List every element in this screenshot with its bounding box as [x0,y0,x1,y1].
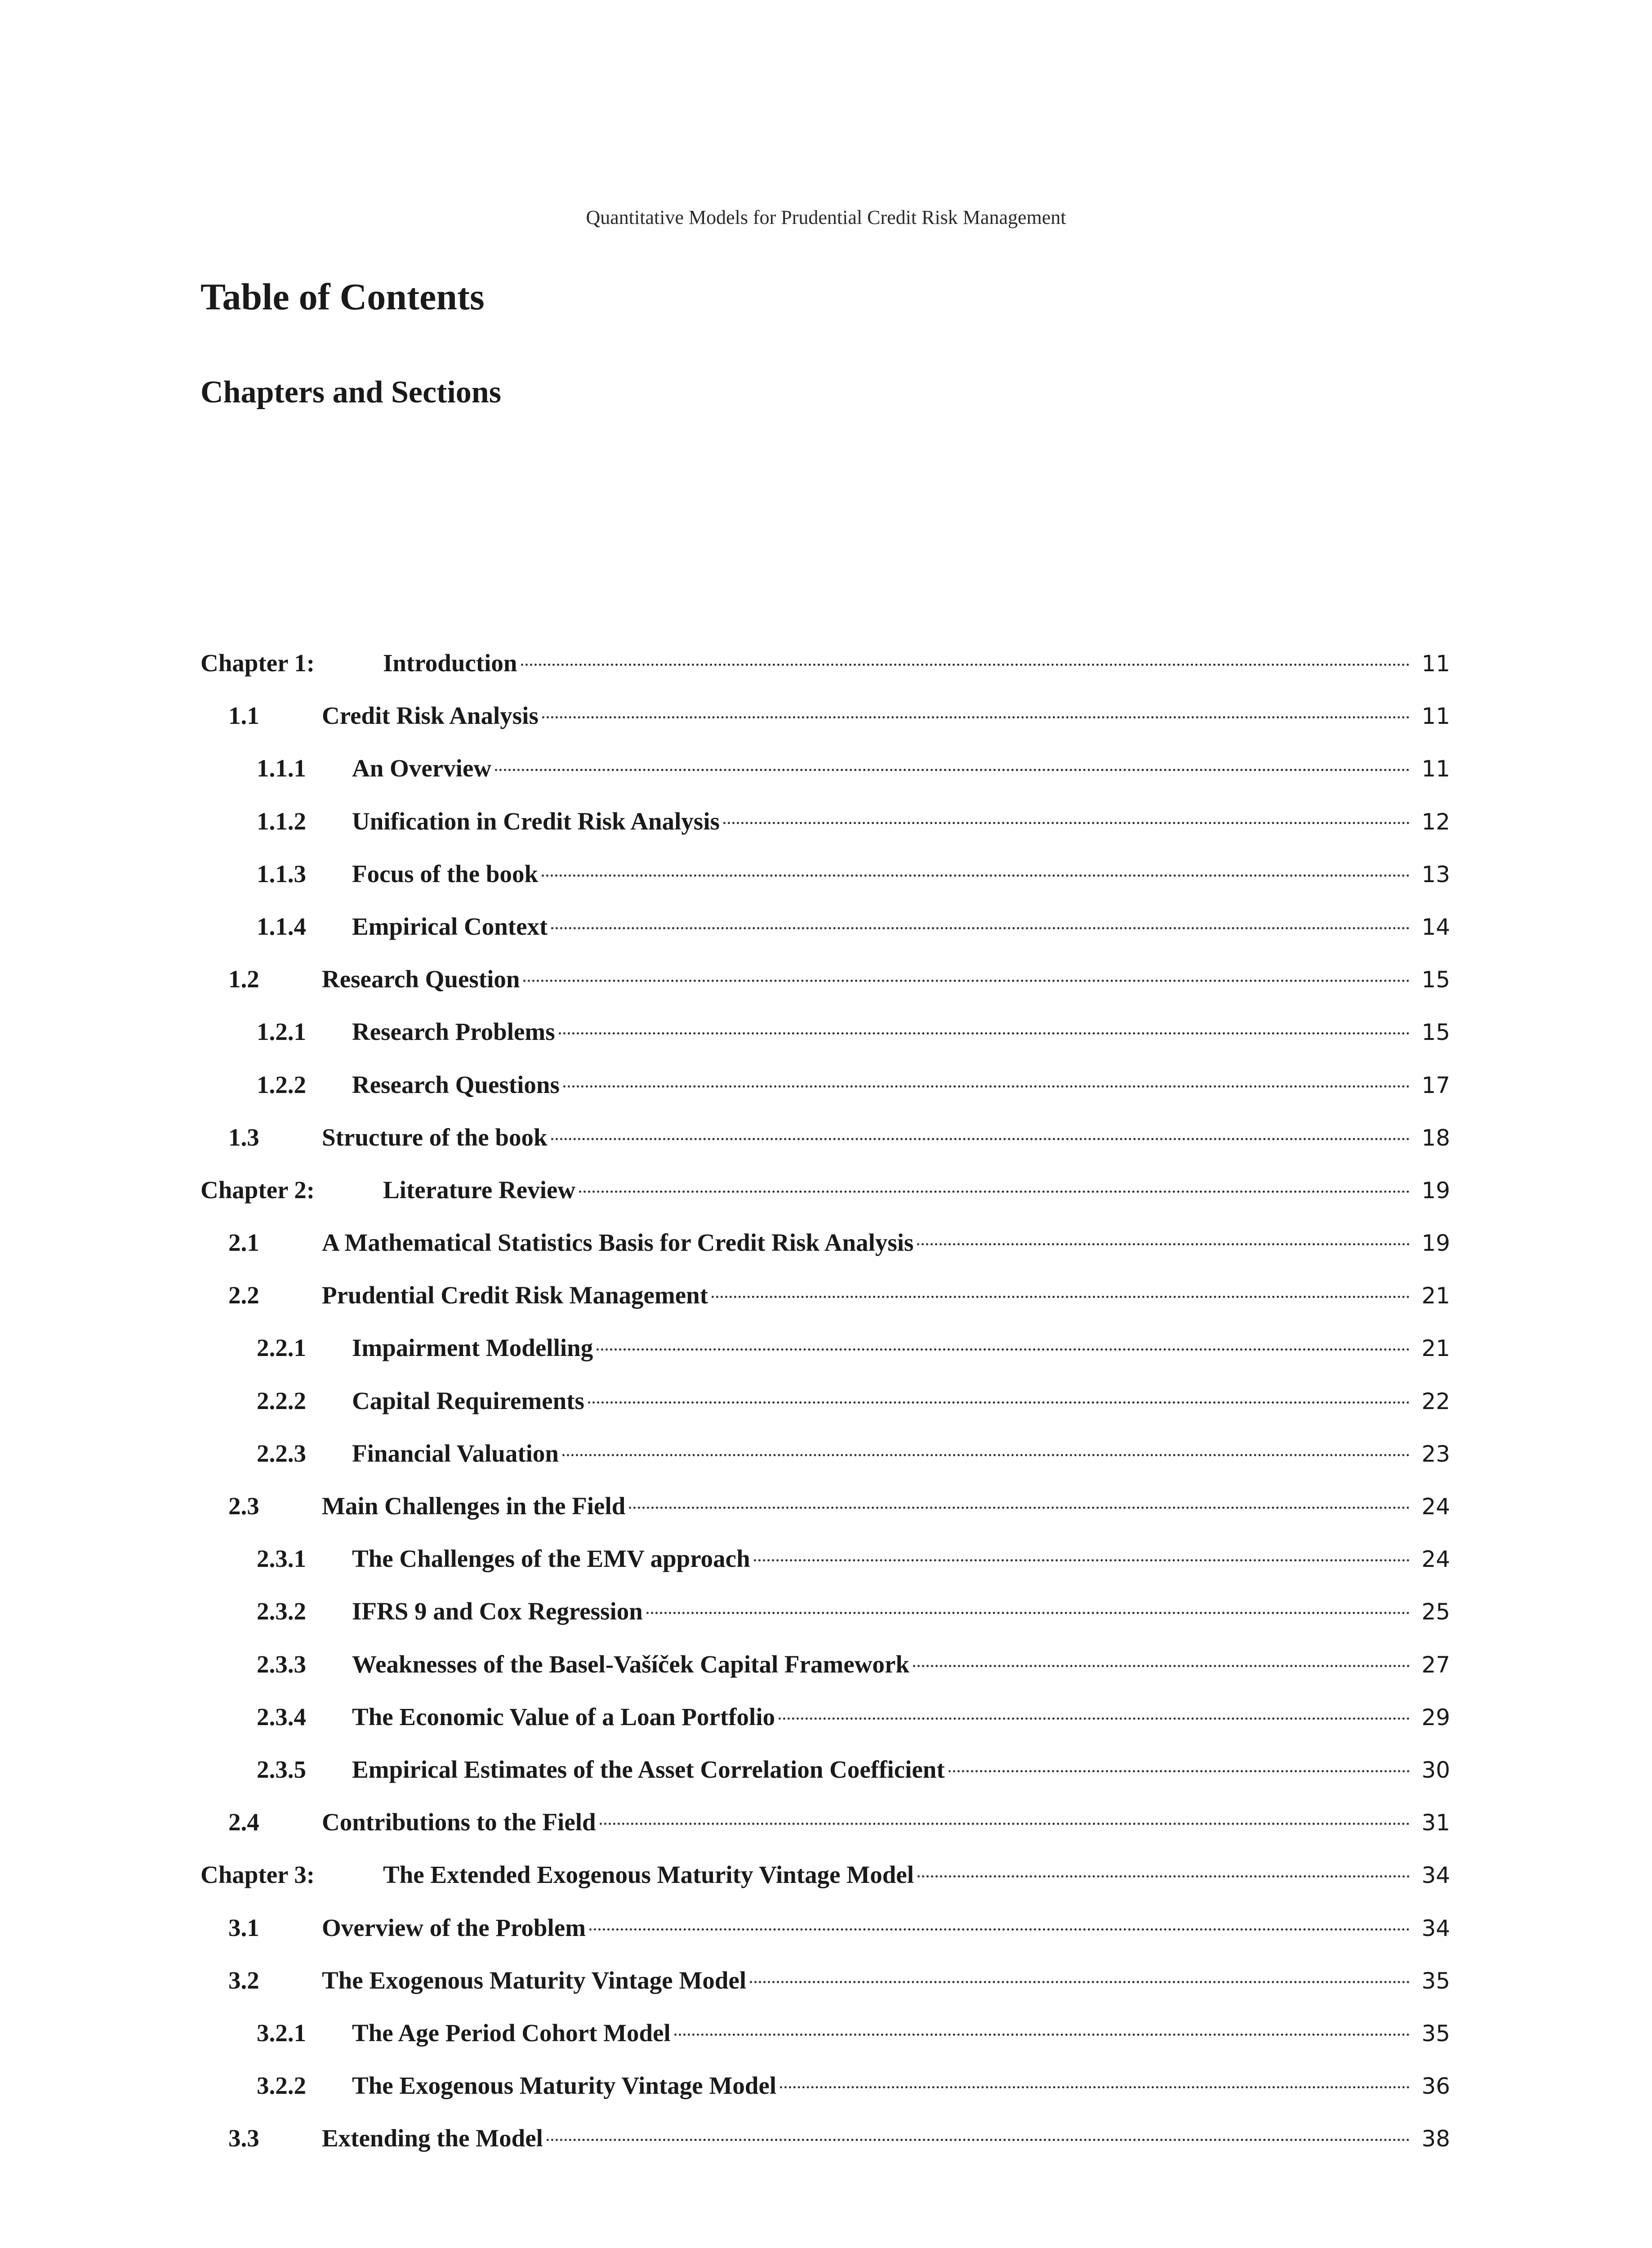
toc-entry-number: Chapter 3: [200,1861,315,1889]
toc-entry-line [322,1808,1450,1836]
dot-leader [780,2086,1410,2088]
toc-entry-page: 35 [1421,1967,1450,1994]
toc-entry[interactable] [200,860,1450,912]
toc-entry-title: Empirical Estimates of the Asset Correlation Coefficient [352,1755,945,1783]
toc-entry[interactable] [200,754,1450,807]
toc-entry-line [383,1176,1450,1204]
toc-entry-number: 2.1 [228,1229,259,1257]
toc-entry-page: 38 [1421,2126,1450,2152]
toc-entry-number: 3.3 [228,2124,259,2152]
toc-entry-title: Extending the Model [322,2124,543,2152]
dot-leader [917,1243,1410,1245]
toc-entry-line [352,1334,1450,1362]
toc-entry-number: 1.2.1 [257,1018,306,1046]
toc-entry-title: Overview of the Problem [322,1913,586,1941]
toc-entry-page: 19 [1421,1177,1450,1204]
toc-entry-title: The Challenges of the EMV approach [352,1545,750,1573]
toc-entry-number: 3.1 [228,1913,259,1941]
dot-leader [917,1875,1410,1878]
toc-entry-line [322,701,1450,730]
toc-entry-number: 3.2.2 [257,2072,306,2100]
running-header: Quantitative Models for Prudential Credit Risk Management [586,206,1066,228]
dot-leader [551,1138,1410,1140]
toc-entry-title: Empirical Context [352,912,548,940]
toc-entry-page: 30 [1421,1757,1450,1783]
toc-entry[interactable] [200,1387,1450,1439]
toc-entry-page: 24 [1421,1546,1450,1573]
toc-entry-page: 12 [1421,808,1450,835]
toc-entry-number: 2.3.3 [257,1650,306,1678]
toc-entry-title: Impairment Modelling [352,1334,593,1362]
toc-entry-page: 15 [1421,1019,1450,1046]
toc-entry[interactable] [200,965,1450,1017]
toc-entry[interactable] [200,807,1450,860]
toc-entry-page: 36 [1421,2073,1450,2100]
toc-entry[interactable] [200,1966,1450,2019]
toc-entry[interactable] [200,1597,1450,1650]
toc-entry-line [352,2019,1450,2047]
toc-entry-line [322,1913,1450,1942]
toc-entry[interactable] [200,1860,1450,1913]
toc-entry-number: 1.2.2 [257,1070,306,1098]
dot-leader [629,1507,1410,1509]
dot-leader [750,1981,1410,1983]
toc-entry-line [383,649,1450,677]
toc-entry-title: The Exogenous Maturity Vintage Model [322,1966,747,1994]
dot-leader [723,822,1410,824]
toc-entry[interactable] [200,1492,1450,1544]
toc-entry-page: 34 [1421,1862,1450,1889]
toc-entry-line [352,912,1450,941]
toc-entry-title: Credit Risk Analysis [322,702,539,730]
toc-entry-number: 2.3.2 [257,1597,306,1625]
toc-entry[interactable] [200,1176,1450,1228]
toc-entry-number: 1.3 [228,1123,259,1151]
toc-entry-page: 15 [1421,967,1450,993]
toc-entry-number: 2.4 [228,1808,259,1836]
dot-leader [588,1401,1410,1404]
toc-entry-title: The Age Period Cohort Model [352,2019,671,2047]
toc-entry-title: Introduction [383,649,517,677]
toc-entry-title: Contributions to the Field [322,1808,596,1836]
toc-entry[interactable] [200,649,1450,701]
toc-entry-number: Chapter 2: [200,1176,315,1204]
dot-leader [779,1717,1410,1720]
toc-entry-number: 1.1.3 [257,860,306,888]
toc-entry-line [352,1387,1450,1415]
dot-leader [551,927,1410,929]
toc-entry-number: 2.2 [228,1281,259,1309]
toc-entry[interactable] [200,1703,1450,1755]
toc-entry-line [352,860,1450,888]
toc-entry-page: 21 [1421,1283,1450,1309]
toc-entry-title: Financial Valuation [352,1439,559,1467]
toc-entry-line [322,1123,1450,1151]
toc-entry[interactable] [200,701,1450,754]
dot-leader [579,1191,1410,1193]
toc-entry[interactable] [200,1544,1450,1597]
dot-leader [495,769,1410,771]
toc-entry-line [322,1228,1450,1257]
toc-entry-title: The Extended Exogenous Maturity Vintage Model [383,1861,914,1889]
toc-entry-title: Literature Review [383,1176,576,1204]
toc-entry-number: 3.2 [228,1966,259,1994]
dot-leader [523,980,1410,982]
toc-entry[interactable] [200,2124,1450,2177]
toc-entry-line [322,1281,1450,1309]
dot-leader [674,2034,1410,2036]
toc-entry-line [352,2071,1450,2100]
toc-entry-number: 1.1.2 [257,807,306,835]
toc-entry-page: 18 [1421,1124,1450,1151]
toc-entry[interactable] [200,1650,1450,1703]
dot-leader [521,664,1410,666]
dot-leader [542,716,1410,718]
toc-entry-title: The Economic Value of a Loan Portfolio [352,1703,775,1731]
toc-entry[interactable] [200,1123,1450,1176]
toc-entry-page: 17 [1421,1072,1450,1098]
dot-leader [563,1085,1410,1088]
toc-entry-page: 31 [1421,1810,1450,1836]
toc-entry-line [352,1017,1450,1046]
toc-entry-line [352,807,1450,835]
toc-entry-title: An Overview [352,754,492,782]
toc-entry-title: Main Challenges in the Field [322,1492,626,1520]
toc-entry[interactable] [200,1755,1450,1808]
toc-entry-page: 11 [1421,756,1450,782]
toc-entry-number: 2.3.4 [257,1703,306,1731]
toc-entry-title: Weaknesses of the Basel-Vašíček Capital Framework [352,1650,909,1678]
toc-entry-title: Unification in Credit Risk Analysis [352,807,720,835]
toc-entry-page: 11 [1421,703,1450,730]
toc-entry-page: 25 [1421,1599,1450,1625]
dot-leader [562,1454,1410,1456]
dot-leader [589,1928,1410,1931]
toc-entry-title: Structure of the book [322,1123,548,1151]
toc-entry[interactable] [200,1913,1450,1966]
toc-entry-number: 3.2.1 [257,2019,306,2047]
toc-entry-number: 2.2.3 [257,1439,306,1467]
toc-entry-line [352,1070,1450,1099]
toc-entry-number: 2.3.5 [257,1755,306,1783]
toc-entry-page: 13 [1421,861,1450,888]
toc-entry-page: 11 [1421,651,1450,677]
toc-entry[interactable] [200,1070,1450,1123]
toc-entry-line [352,1544,1450,1573]
toc-entry-page: 19 [1421,1230,1450,1257]
toc-entry-page: 23 [1421,1441,1450,1467]
toc-entry-line [322,1966,1450,1994]
dot-leader [754,1559,1410,1561]
toc-entry[interactable] [200,2019,1450,2071]
toc-entry-title: Capital Requirements [352,1387,584,1414]
toc-entry-number: 1.1.1 [257,754,306,782]
toc-entry-title: Focus of the book [352,860,539,888]
toc-entry-page: 34 [1421,1915,1450,1941]
toc-entry-title: Prudential Credit Risk Management [322,1281,708,1309]
dot-leader [600,1823,1410,1825]
toc-entry-number: 2.2.1 [257,1334,306,1362]
toc-entry[interactable] [200,1439,1450,1492]
toc-entry[interactable] [200,1017,1450,1070]
toc-entry-line [352,754,1450,782]
toc-entry-line [352,1755,1450,1784]
toc-entry[interactable] [200,1808,1450,1860]
toc-entry-number: 2.3.1 [257,1545,306,1573]
toc-entry-line [352,1703,1450,1731]
toc-entry-page: 27 [1421,1651,1450,1678]
toc-entry-title: The Exogenous Maturity Vintage Model [352,2072,777,2100]
toc-entry-title: IFRS 9 and Cox Regression [352,1597,643,1625]
toc-entry-page: 29 [1421,1704,1450,1731]
toc-entry-number: 2.3 [228,1492,259,1520]
toc-entry-page: 24 [1421,1494,1450,1520]
toc-list [200,649,1450,2177]
toc-entry-line [352,1597,1450,1625]
dot-leader [547,2139,1410,2141]
toc-entry-line [322,1492,1450,1520]
dot-leader [712,1296,1410,1298]
dot-leader [597,1348,1410,1351]
toc-entry[interactable] [200,1334,1450,1386]
toc-entry[interactable] [200,1228,1450,1281]
dot-leader [559,1032,1410,1035]
toc-entry-line [322,2124,1450,2152]
toc-entry-page: 22 [1421,1388,1450,1414]
toc-entry[interactable] [200,1281,1450,1334]
toc-entry-line [383,1860,1450,1889]
toc-entry-line [352,1439,1450,1467]
toc-entry-line [322,965,1450,993]
toc-entry[interactable] [200,912,1450,965]
dot-leader [646,1612,1410,1614]
dot-leader [948,1770,1410,1772]
toc-entry[interactable] [200,2071,1450,2124]
toc-entry-title: Research Question [322,965,520,993]
toc-entry-number: 1.1 [228,702,259,730]
dot-leader [913,1665,1410,1667]
page-title: Table of Contents [200,276,485,318]
toc-entry-number: 1.1.4 [257,912,306,940]
page-subtitle: Chapters and Sections [200,375,501,410]
toc-entry-number: 1.2 [228,965,259,993]
toc-entry-line [352,1650,1450,1678]
toc-entry-page: 35 [1421,2020,1450,2047]
toc-entry-page: 21 [1421,1335,1450,1362]
toc-entry-number: 2.2.2 [257,1387,306,1414]
toc-entry-title: Research Problems [352,1018,555,1046]
toc-entry-page: 14 [1421,914,1450,940]
dot-leader [542,874,1410,877]
toc-entry-title: Research Questions [352,1070,560,1098]
toc-entry-title: A Mathematical Statistics Basis for Credit Risk Analysis [322,1229,914,1257]
toc-entry-number: Chapter 1: [200,649,315,677]
